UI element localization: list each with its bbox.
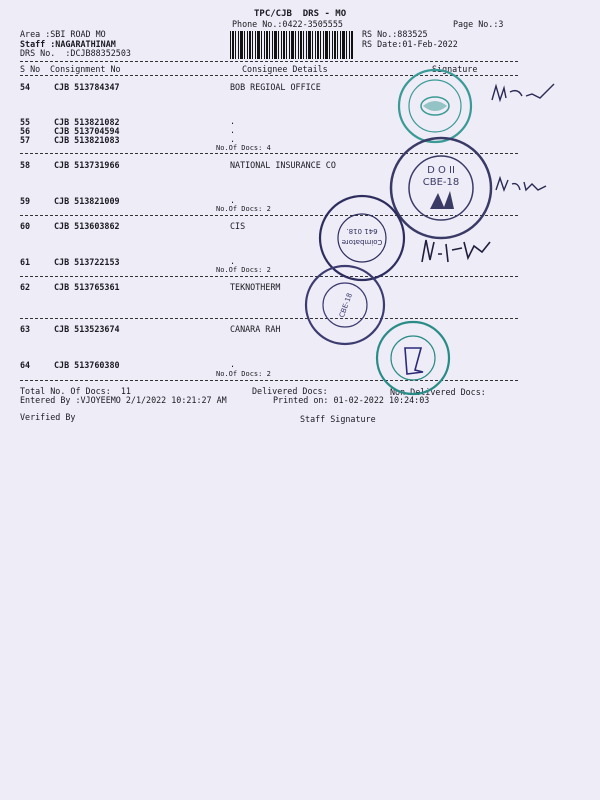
svg-text:CBE-18: CBE-18 [337,291,355,319]
non-delivered-docs: Non Delivered Docs: [390,387,486,397]
stamp-center-text: D O II [427,165,455,176]
row-consignee: . [230,256,236,266]
row-consignee: . [230,359,236,369]
verified-by: Verified By [20,412,76,422]
svg-text:Coimbatore: Coimbatore [341,238,383,246]
signature-mark [488,78,558,108]
row-consignee: . [230,125,236,135]
row-sno: 61 [20,257,31,267]
entered-by: Entered By :VJOYEEMO 2/1/2022 10:21:27 AM [20,395,227,405]
row-consignment: CJB 513821083 [54,135,120,145]
rs-date: RS Date:01-Feb-2022 [362,39,458,49]
group-count: No.Of Docs: 2 [216,370,271,378]
row-consignment: CJB 513821082 [54,117,120,127]
group-count: No.Of Docs: 2 [216,266,271,274]
group-count: No.Of Docs: 4 [216,144,271,152]
divider [20,276,518,277]
staff-signature: Staff Signature [300,414,376,424]
row-consignee: TEKNOTHERM [230,282,281,292]
row-sno: 63 [20,324,31,334]
area-label: Area :SBI ROAD MO [20,29,106,39]
printed-on: Printed on: 01-02-2022 10:24:03 [273,395,430,405]
row-consignment: CJB 513765361 [54,282,120,292]
page-number: Page No.:3 [453,19,504,29]
canara-bank-stamp [373,318,453,398]
row-consignment: CJB 513722153 [54,257,120,267]
row-sno: 58 [20,160,31,170]
row-consignee: . [230,195,236,205]
row-consignee: CIS [230,221,246,231]
svg-text:641 018.: 641 018. [346,227,378,235]
row-sno: 56 [20,126,31,136]
row-consignee: CANARA RAH [230,324,281,334]
row-consignment: CJB 513821009 [54,196,120,206]
row-sno: 55 [20,117,31,127]
drs-number: DRS No. :DCJB88352503 [20,48,131,58]
doc-title: TPC/CJB DRS - MO [254,9,347,19]
row-consignment: CJB 513603862 [54,221,120,231]
col-consignment: Consignment No [50,64,121,74]
row-consignment: CJB 513704594 [54,126,120,136]
row-sno: 54 [20,82,31,92]
row-sno: 59 [20,196,31,206]
row-sno: 60 [20,221,31,231]
row-consignment: CJB 513731966 [54,160,120,170]
row-sno: 64 [20,360,31,370]
row-sno: 57 [20,135,31,145]
phone-number: Phone No.:0422-3505555 [232,19,343,29]
signature-mark [416,230,496,270]
col-signature: Signature [432,64,478,74]
row-consignment: CJB 513523674 [54,324,120,334]
group-count: No.Of Docs: 2 [216,205,271,213]
row-consignment: CJB 513784347 [54,82,120,92]
row-consignee: NATIONAL INSURANCE CO [230,160,336,170]
row-sno: 62 [20,282,31,292]
col-sno: S No [20,64,41,74]
row-consignment: CJB 513760380 [54,360,120,370]
row-consignee: . [230,134,236,144]
staff-label: Staff :NAGARATHINAM [20,39,116,49]
total-docs: Total No. Of Docs: 11 [20,386,131,396]
divider [20,61,518,62]
rs-number: RS No.:883525 [362,29,428,39]
row-consignee: . [230,116,236,126]
stamp-center-text: CBE-18 [422,177,460,188]
col-details: Consignee Details [242,64,328,74]
signature-mark [494,172,550,196]
barcode [230,31,353,59]
delivered-docs: Delivered Docs: [252,386,328,396]
row-consignee: BOB REGIOAL OFFICE [230,82,321,92]
